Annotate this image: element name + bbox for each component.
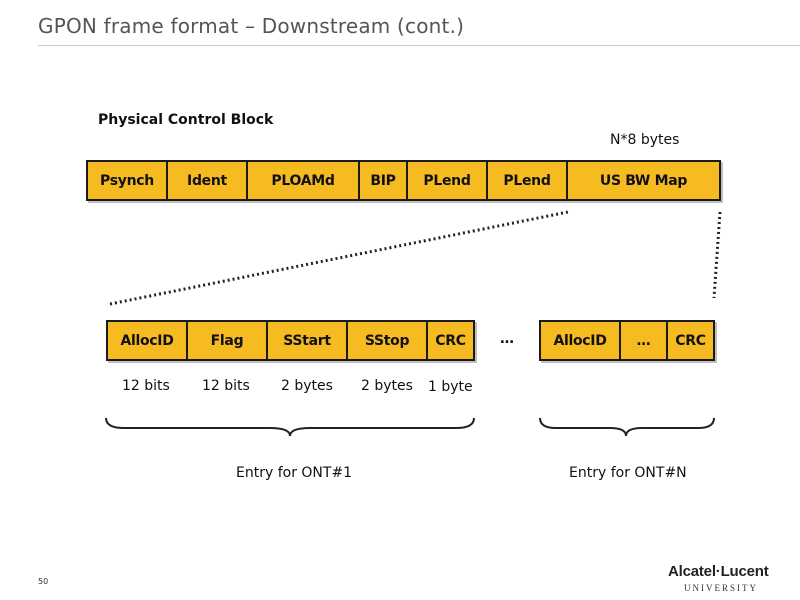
size-allocid: 12 bits xyxy=(122,378,170,394)
ont1-field-allocid: AllocID xyxy=(108,322,188,359)
pcb-size-note: N*8 bytes xyxy=(610,132,680,148)
page-number: 50 xyxy=(38,577,49,586)
pcb-field-ploamd: PLOAMd xyxy=(248,162,360,199)
pcb-field-bip: BIP xyxy=(360,162,408,199)
ont1-field-crc: CRC xyxy=(435,332,466,349)
brace-ont-1 xyxy=(106,418,474,436)
pcb-field-psynch: Psynch xyxy=(88,162,168,199)
ontn-field-ellipsis: … xyxy=(621,322,668,359)
alcatel-lucent-logo: Alcatel·Lucent xyxy=(668,563,769,580)
ontn-field-crc: CRC xyxy=(675,332,706,349)
pcb-field-plend-2: PLend xyxy=(488,162,568,199)
pcb-heading: Physical Control Block xyxy=(98,112,274,128)
pcb-field-us-bw-map: US BW Map xyxy=(599,172,688,189)
slide-title: GPON frame format – Downstream (cont.) xyxy=(38,14,465,38)
size-crc: 1 byte xyxy=(428,379,473,395)
ont1-field-sstop: SStop xyxy=(348,322,428,359)
caption-ont-1: Entry for ONT#1 xyxy=(236,465,353,481)
brace-ont-n xyxy=(540,418,714,436)
ontn-field-bar xyxy=(539,320,715,361)
logo-subtitle: UNIVERSITY xyxy=(684,583,758,593)
size-sstart: 2 bytes xyxy=(281,378,333,394)
expand-line-right xyxy=(714,212,720,298)
ont1-field-sstart: SStart xyxy=(268,322,348,359)
ont1-field-bar xyxy=(106,320,475,361)
expand-line-left xyxy=(110,212,568,304)
entries-ellipsis: … xyxy=(500,331,514,347)
ont1-field-flag: Flag xyxy=(188,322,268,359)
pcb-field-plend-1: PLend xyxy=(408,162,488,199)
caption-ont-n: Entry for ONT#N xyxy=(569,465,687,481)
pcb-field-ident: Ident xyxy=(168,162,248,199)
size-sstop: 2 bytes xyxy=(361,378,413,394)
ontn-field-allocid: AllocID xyxy=(541,322,621,359)
size-flag: 12 bits xyxy=(202,378,250,394)
